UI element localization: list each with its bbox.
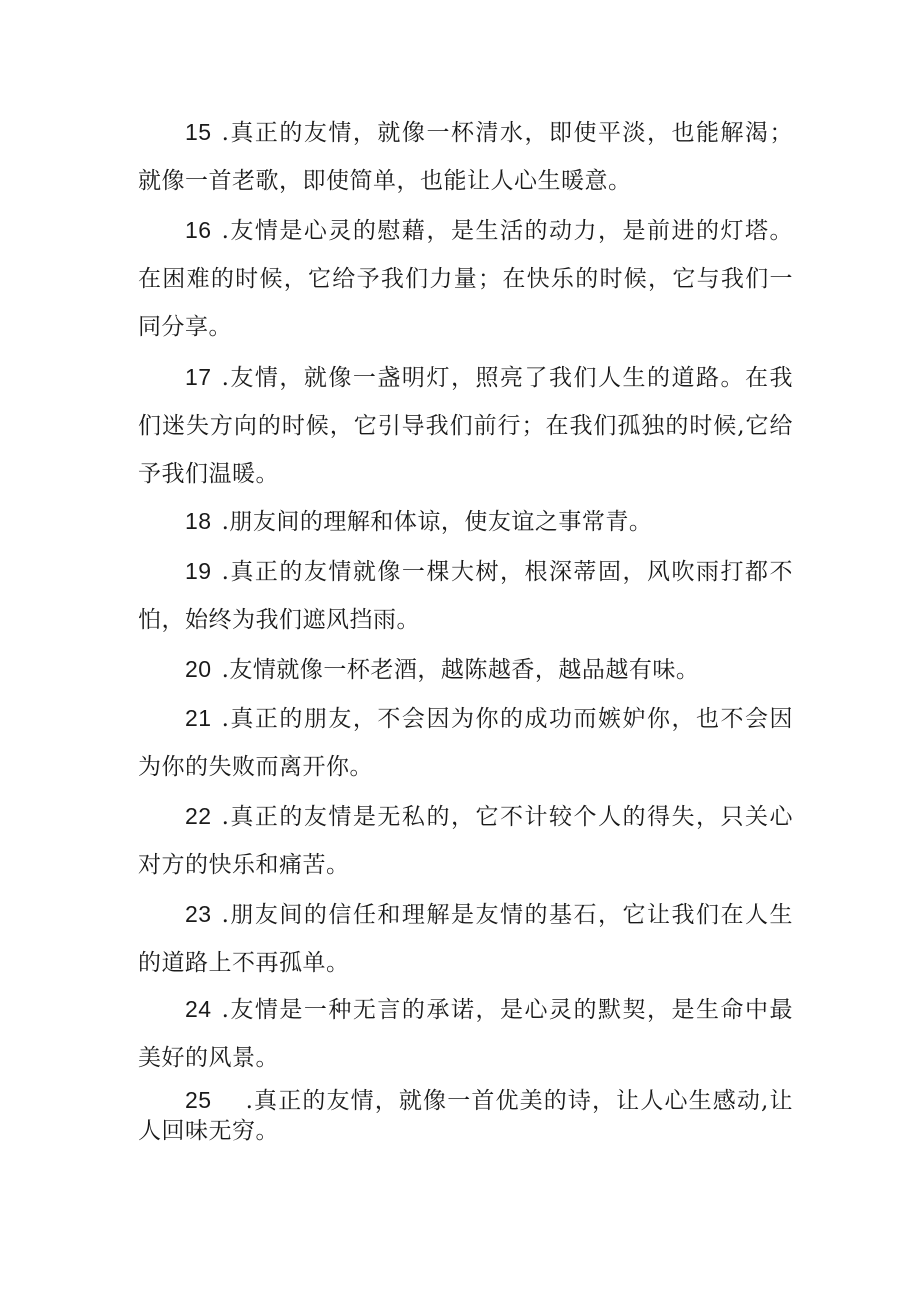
item-text: .真正的友情，就像一杯清水，即使平淡，也能解渴；就像一首老歌，即使简单，也能让人心生暖意。	[138, 120, 793, 194]
item-number: 20	[185, 656, 212, 682]
item-number: 19	[185, 558, 212, 584]
item-text: .朋友间的信任和理解是友情的基石，它让我们在人生的道路上不再孤单。	[138, 902, 793, 976]
item-text: .真正的友情是无私的，它不计较个人的得失，只关心对方的快乐和痛苦。	[138, 804, 793, 878]
item-text: .友情是心灵的慰藉，是生活的动力，是前进的灯塔。在困难的时候，它给予我们力量；在快乐的时候，它与我们一同分享。	[138, 218, 793, 340]
item-number: 23	[185, 901, 212, 927]
item-number: 15	[185, 119, 212, 145]
item-number: 25	[185, 1087, 212, 1113]
paragraph-16	[138, 206, 793, 351]
item-number: 21	[185, 705, 212, 731]
paragraph-21	[138, 694, 793, 791]
item-text: .朋友间的理解和体谅，使友谊之事常青。	[221, 509, 653, 535]
paragraph-20	[138, 645, 793, 694]
item-number: 22	[185, 803, 212, 829]
paragraph-19	[138, 547, 793, 644]
item-number: 17	[185, 364, 212, 390]
paragraph-22	[138, 792, 793, 889]
paragraph-17	[138, 353, 793, 498]
paragraph-25	[138, 1085, 793, 1146]
item-text: .真正的友情就像一棵大树，根深蒂固，风吹雨打都不怕，始终为我们遮风挡雨。	[138, 559, 793, 633]
item-text: .友情，就像一盏明灯，照亮了我们人生的道路。在我们迷失方向的时候，它引导我们前行；在我们孤独的时候,它给予我们温暖。	[138, 365, 793, 487]
item-number: 16	[185, 217, 212, 243]
paragraph-15	[138, 108, 793, 205]
item-text: .友情就像一杯老酒，越陈越香，越品越有味。	[221, 657, 700, 683]
item-text: .友情是一种无言的承诺，是心灵的默契，是生命中最美好的风景。	[138, 997, 793, 1071]
item-number: 18	[185, 508, 212, 534]
item-number: 24	[185, 996, 212, 1022]
item-text: .真正的朋友，不会因为你的成功而嫉妒你，也不会因为你的失败而离开你。	[138, 706, 793, 780]
paragraph-23	[138, 890, 793, 987]
item-text: .真正的友情，就像一首优美的诗，让人心生感动,让人回味无穷。	[138, 1088, 793, 1144]
paragraph-18	[138, 497, 793, 546]
paragraph-24	[138, 985, 793, 1082]
